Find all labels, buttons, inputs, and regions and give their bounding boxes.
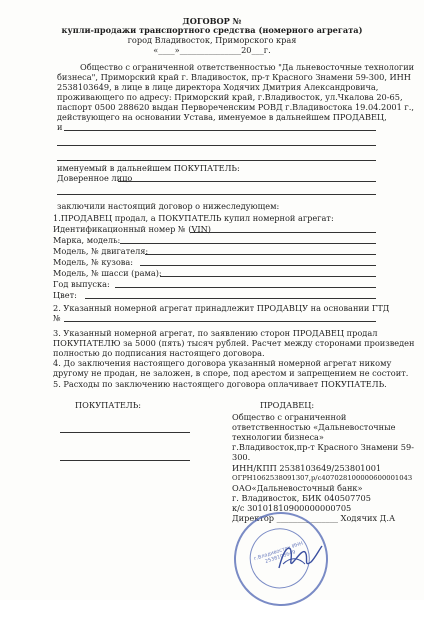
make-label: Марка, модель: xyxy=(53,235,121,245)
fill-line xyxy=(57,145,376,146)
fill-line xyxy=(115,287,376,288)
clause-3-line: 3. Указанный номерной агрегат, по заявлению сторон ПРОДАВЕЦ продал xyxy=(53,328,378,338)
fill-line xyxy=(160,276,376,277)
clause-3-line: ПОКУПАТЕЛЮ за 5000 (пять) тысяч рублей. Расчет между сторонами произведен xyxy=(53,338,415,348)
preamble-line: бизнеса", Приморский край г. Владивосток, пр-т Красного Знамени 59-300, ИНН xyxy=(57,72,411,82)
fill-line xyxy=(64,321,376,322)
seller-detail: 300. xyxy=(232,452,251,462)
seller-ogrn: ОГРН1062538091307,р/с40702810000060000104З xyxy=(232,474,413,482)
buyer-label: ПОКУПАТЕЛЬ: xyxy=(75,400,141,410)
preamble-line: Общество с ограниченной ответственностью "Да льневосточные технологии xyxy=(80,62,415,72)
preamble-line: и xyxy=(57,122,63,132)
proxy-label: Доверенное лицо xyxy=(57,173,133,183)
contract-subtitle: купли-продажи транспортного средства (номерного агрегата) xyxy=(61,25,363,35)
preamble-line: 2538103649, в лице в лице директора Ходячих Дмитрия Александровича, xyxy=(57,82,379,92)
stamp-text: г.Владивосток ИНН 2538103649 xyxy=(253,540,304,565)
agreement-line: заключили настоящий договор о нижеследующем: xyxy=(57,201,280,211)
body-label: Модель, № кузова: xyxy=(53,257,133,267)
fill-line xyxy=(64,130,376,131)
director-signature xyxy=(275,538,325,578)
contract-city: город Владивосток, Приморского края xyxy=(127,35,297,45)
clause-3-line: полностью до подписания настоящего договора. xyxy=(53,348,265,358)
fill-line xyxy=(120,243,376,244)
fill-line xyxy=(140,265,376,266)
fill-line xyxy=(145,254,376,255)
buyer-signature-line xyxy=(60,460,190,461)
preamble-line: проживающего по адресу: Приморский край, г.Владивосток, ул.Чкалова 20-65, xyxy=(57,92,403,102)
seller-bank: ОАО«Дальневосточный банк» xyxy=(232,483,363,493)
clause-4-line: 4. До заключения настоящего договора указанный номерной агрегат никому xyxy=(53,358,392,368)
fill-line xyxy=(85,298,376,299)
buyer-signature-line xyxy=(60,432,190,433)
seller-detail: технологии бизнеса» xyxy=(232,432,324,442)
clause-2: 2. Указанный номерной агрегат принадлежит ПРОДАВЦУ на основании ГТД xyxy=(53,303,390,313)
clause-5: 5. Расходы по заключению настоящего договора оплачивает ПОКУПАТЕЛЬ. xyxy=(53,379,387,389)
clause-2-number: № xyxy=(53,313,61,323)
clause-4-line: другому не продан, не заложен, в споре, под арестом и запрещением не состоит. xyxy=(53,368,409,378)
seller-detail: ответственностью «Дальневосточные xyxy=(232,422,396,432)
preamble-line: действующего на основании Устава, именуемое в дальнейшем ПРОДАВЕЦ, xyxy=(57,112,387,122)
seller-director: Директор _______________ Ходячих Д.А xyxy=(232,513,396,523)
clause-1-title: 1.ПРОДАВЕЦ продал, а ПОКУПАТЕЛЬ купил номерной агрегат: xyxy=(53,213,334,223)
seller-ks: к/с 30101810900000000705 xyxy=(232,503,352,513)
preamble-line: паспорт 0500 288620 выдан Первореченским РОВД г.Владивостока 19.04.2001 г., xyxy=(57,102,414,112)
buyer-designation: именуемый в дальнейшем ПОКУПАТЕЛЬ: xyxy=(57,163,240,173)
seller-detail: Общество с ограниченной xyxy=(232,412,347,422)
engine-label: Модель, № двигателя: xyxy=(53,246,149,256)
chassis-label: Модель, № шасси (рама): xyxy=(53,268,162,278)
year-label: Год выпуска: xyxy=(53,279,110,289)
contract-title: ДОГОВОР № xyxy=(182,16,242,26)
color-label: Цвет: xyxy=(53,290,77,300)
seller-inn: ИНН/КПП 2538103649/253801001 xyxy=(232,463,382,473)
fill-line xyxy=(118,181,376,182)
fill-line xyxy=(57,194,376,195)
contract-date: «____»_______________20___г. xyxy=(153,45,271,55)
seller-detail: г.Владивосток,пр-т Красного Знамени 59- xyxy=(232,442,414,452)
seller-label: ПРОДАВЕЦ: xyxy=(260,400,315,410)
seller-bik: г. Владивосток, БИК 040507705 xyxy=(232,493,371,503)
fill-line xyxy=(57,160,376,161)
fill-line xyxy=(190,232,376,233)
vin-label: Идентификационный номер № (VIN) xyxy=(53,224,211,234)
